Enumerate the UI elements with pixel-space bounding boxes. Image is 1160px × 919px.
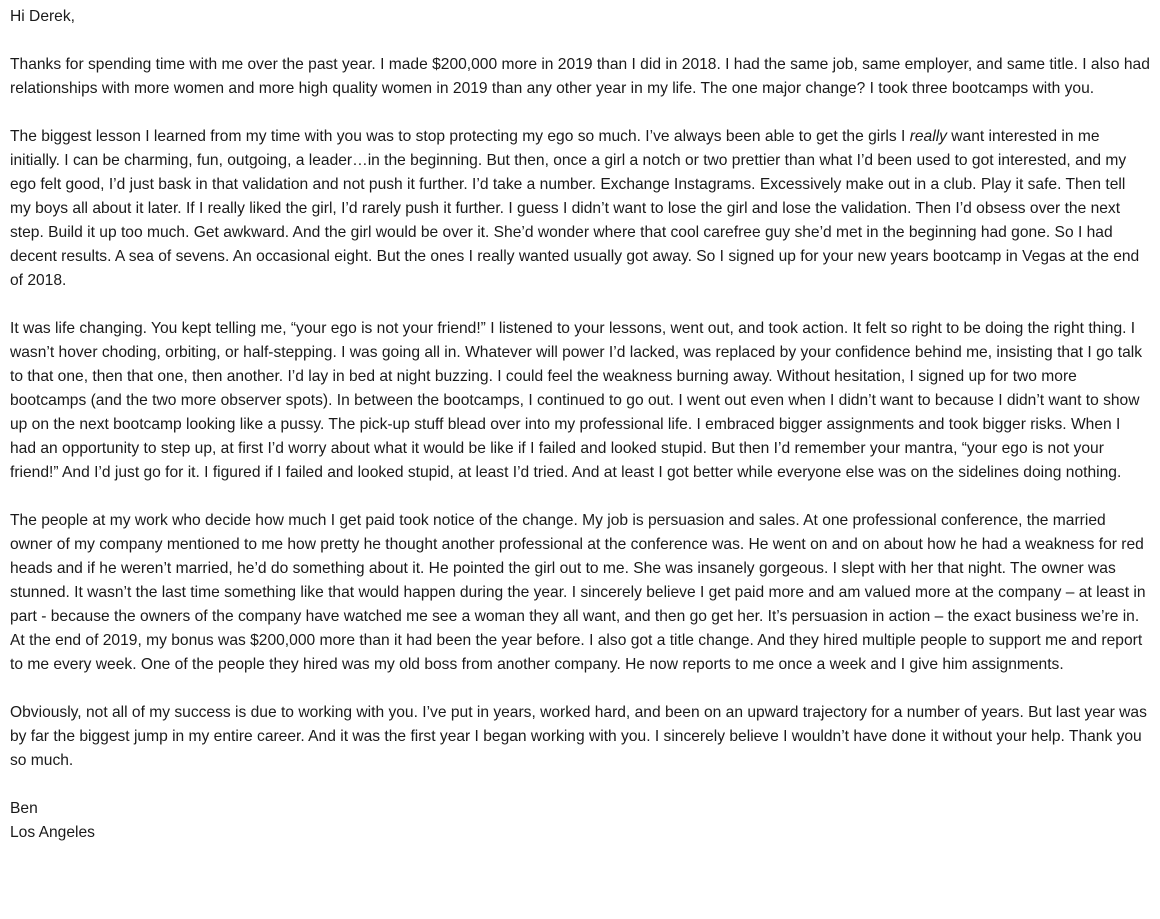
email-body [10,5,1150,845]
paragraph-life-changing: It was life changing. You kept telling me, “your ego is not your friend!” I listened to your lessons, went out, and took action. It felt so right to be doing the right thing. I wasn’t hover choding, orbiting, or half-stepping. I was going all in. Whatever will power I’d lacked, was replaced by your confidence behind me, insisting that I go talk to that one, then that one, then another. I’d lay in bed at night buzzing. I could feel the weakness burning away. Without hesitation, I signed up for two more bootcamps (and the two more observer spots). In between the bootcamps, I continued to go out. I went out even when I didn’t want to because I didn’t want to show up on the next bootcamp looking like a pussy. The pick-up stuff blead over into my professional life. I embraced bigger assignments and took bigger risks. When I had an opportunity to step up, at first I’d worry about what it would be like if I failed and looked stupid. But then I’d remember your mantra, “your ego is not your friend!” And I’d just go for it. I figured if I failed and looked stupid, at least I’d tried. And at least I got better while everyone else was on the sidelines doing nothing. [10,320,1143,481]
emphasis-text: really [909,128,947,145]
paragraph-biggest-lesson [10,125,1150,293]
paragraph-work: The people at my work who decide how much I get paid took notice of the change. My job is persuasion and sales. At one professional conference, the married owner of my company mentioned to me how pretty he thought another professional at the conference was. He went on and on about how he had a weakness for red heads and if he weren’t married, he’d do something about it. He pointed the girl out to me. She was insanely gorgeous. I slept with her that night. The owner was stunned. It wasn’t the last time something like that would happen during the year. I sincerely believe I get paid more and am valued more at the company – at least in part - because the owners of the company have watched me see a woman they all want, and then go get her. It’s persuasion in action – the exact business we’re in. At the end of 2019, my bonus was $200,000 more than it had been the year before. I also got a title change. And they hired multiple people to support me and report to me every week. One of the people they hired was my old boss from another company. He now reports to me once a week and I give him assignments. [10,512,1146,673]
paragraph-thanks: Thanks for spending time with me over the past year. I made $200,000 more in 2019 than I did in 2018. I had the same job, same employer, and same title. I also had relationships with more women and more high quality women in 2019 than any other year in my life. The one major change? I took three bootcamps with you. [10,56,1150,97]
signature-name: Ben [10,800,38,817]
paragraph-text: want interested in me initially. I can be charming, fun, outgoing, a leader…in the beginning. But then, once a girl a notch or two prettier than what I’d been used to got interested, and my ego felt good, I’d just bask in that validation and not push it further. I’d take a number. Exchange Instagrams. Excessively make out in a club. Play it safe. Then tell my boys all about it later. If I really liked the girl, I’d rarely push it further. I guess I didn’t want to lose the girl and lose the validation. Then I’d obsess over the next step. Build it up too much. Get awkward. And the girl would be over it. She’d wonder where that cool carefree guy she’d met in the beginning had gone. So I had decent results. A sea of sevens. An occasional eight. But the ones I really wanted usually got away. So I signed up for your new years bootcamp in Vegas at the end of 2018. [10,128,1140,289]
greeting: Hi Derek, [10,8,75,25]
signature-location: Los Angeles [10,824,95,841]
paragraph-closing: Obviously, not all of my success is due to working with you. I’ve put in years, worked hard, and been on an upward trajectory for a number of years. But last year was by far the biggest jump in my entire career. And it was the first year I began working with you. I sincerely believe I wouldn’t have done it without your help. Thank you so much. [10,704,1147,769]
paragraph-text: The biggest lesson I learned from my time with you was to stop protecting my ego so much. I’ve always been able to get the girls I [10,128,910,145]
